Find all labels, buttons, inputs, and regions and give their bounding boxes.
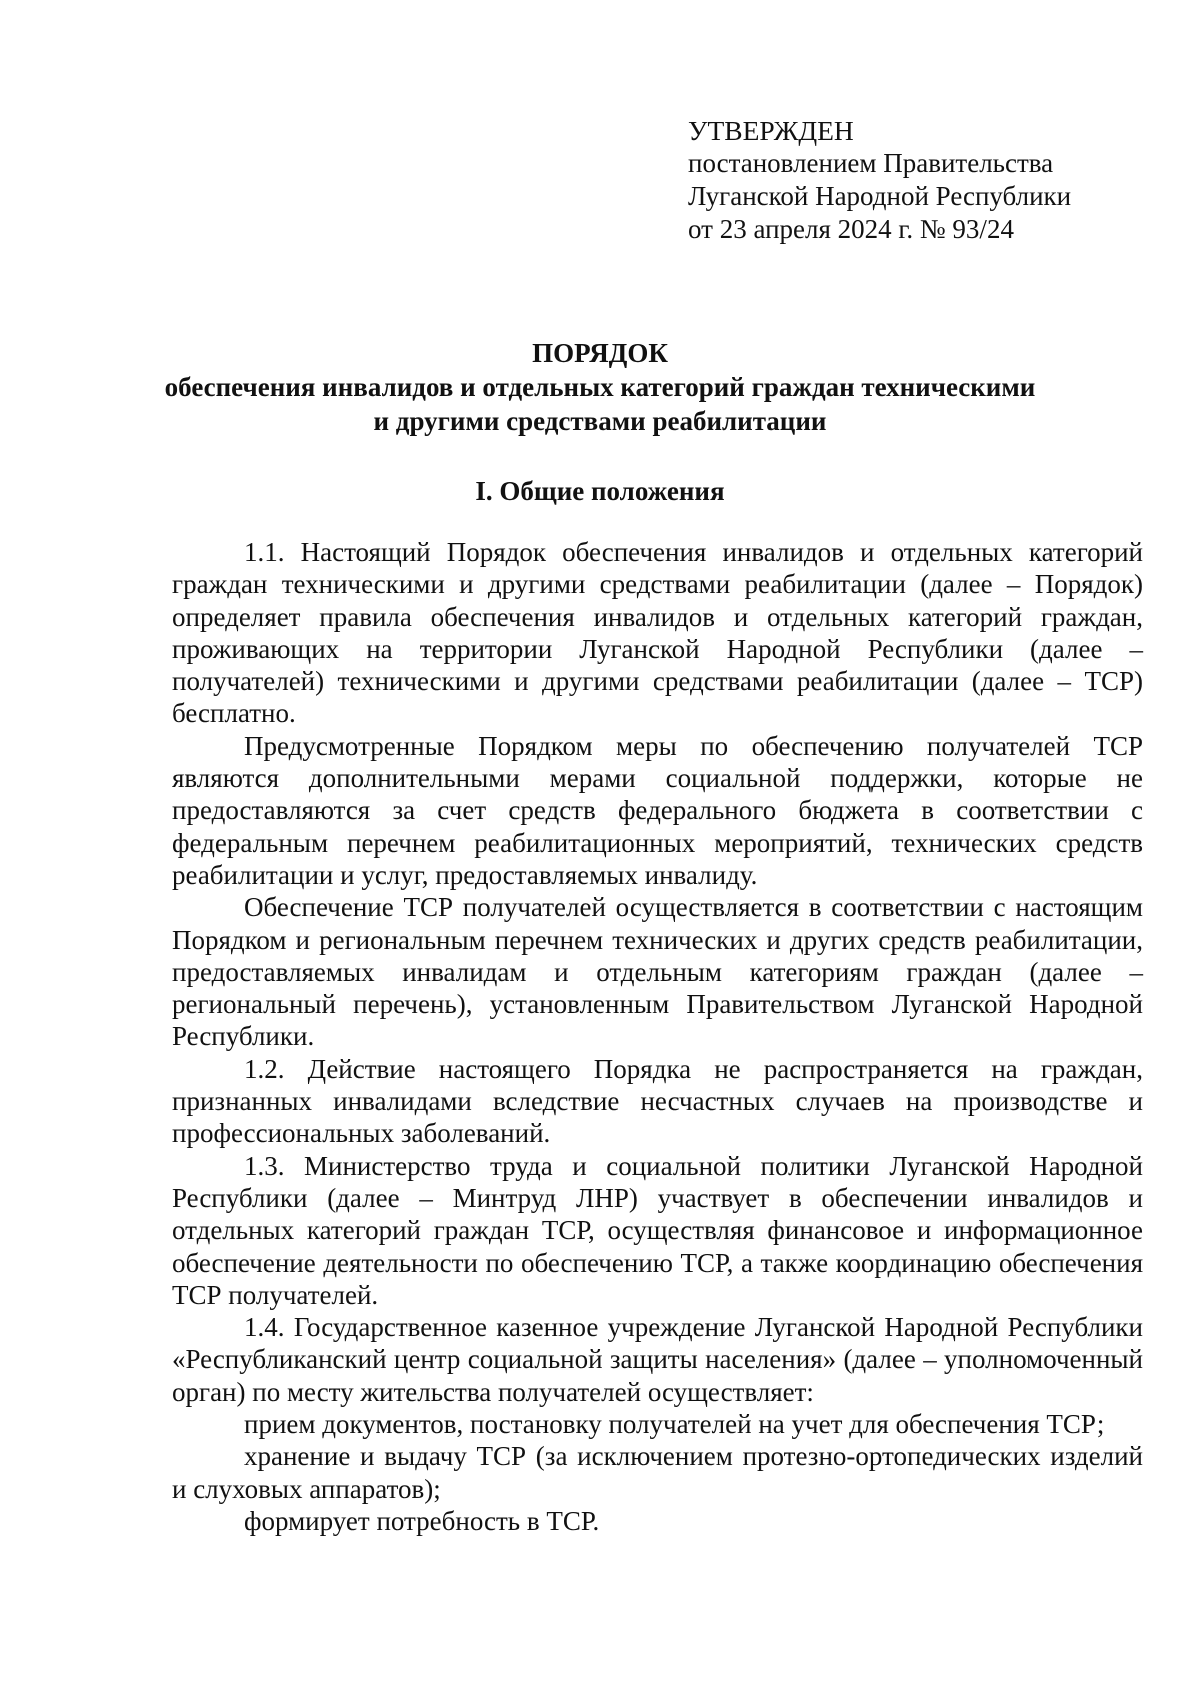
paragraph-1-3: 1.3. Министерство труда и социальной политики Луганской Народной Республики (далее – Минтруд ЛНР) участвует в обеспечении инвалидов и отдельных категорий граждан ТСР, осуществляя финансовое и информационное обеспечение деятельности по обеспечению ТСР, а также координацию обеспечения ТСР получателей. <box>172 1150 1143 1310</box>
document-subtitle-line-2: и другими средствами реабилитации <box>373 406 827 436</box>
approval-line-3: от 23 апреля 2024 г. № 93/24 <box>688 214 1014 244</box>
paragraph-1-2: 1.2. Действие настоящего Порядка не распространяется на граждан, признанных инвалидами вследствие несчастных случаев на производстве и профессиональных заболеваний. <box>172 1053 1143 1149</box>
paragraph-provision: Обеспечение ТСР получателей осуществляется в соответствии с настоящим Порядком и региональным перечнем технических и других средств реабилитации, предоставляемых инвалидам и отдельным категориям граждан (далее – региональный перечень), установленным Правительством Луганской Народной Республики. <box>172 892 1143 1052</box>
approval-line-2: Луганской Народной Республики <box>688 181 1072 211</box>
approval-line-1: постановлением Правительства <box>688 148 1054 178</box>
document-title-block <box>0 336 1200 438</box>
approval-heading: УТВЕРЖДЕН <box>688 115 854 146</box>
document-subtitle-line-1: обеспечения инвалидов и отдельных категорий граждан техническими <box>164 372 1036 402</box>
paragraph-list-item-2: хранение и выдачу ТСР (за исключением протезно-ортопедических изделий и слуховых аппаратов); <box>172 1441 1143 1504</box>
paragraph-measures: Предусмотренные Порядком меры по обеспечению получателей ТСР являются дополнительными мерами социальной поддержки, которые не предоставляются за счет средств федерального бюджета в соответствии с федеральным перечнем реабилитационных мероприятий, технических средств реабилитации и услуг, предоставляемых инвалиду. <box>172 730 1143 890</box>
section-heading: I. Общие положения <box>475 476 725 506</box>
document-body <box>172 536 1143 1537</box>
paragraph-list-item-1: прием документов, постановку получателей на учет для обеспечения ТСР; <box>244 1409 1105 1440</box>
paragraph-1-1: 1.1. Настоящий Порядок обеспечения инвалидов и отдельных категорий граждан техническими и другими средствами реабилитации (далее – Порядок) определяет правила обеспечения инвалидов и отдельных категорий граждан, проживающих на территории Луганской Народной Республики (далее – получателей) техническими и другими средствами реабилитации (далее – ТСР) бесплатно. <box>172 537 1143 729</box>
paragraph-list-item-3: формирует потребность в ТСР. <box>244 1505 600 1536</box>
paragraph-1-4: 1.4. Государственное казенное учреждение Луганской Народной Республики «Республиканский центр социальной защиты населения» (далее – уполномоченный орган) по месту жительства получателей осуществляет: <box>172 1312 1143 1407</box>
document-title: ПОРЯДОК <box>532 338 668 368</box>
approval-stamp-block <box>688 114 1071 246</box>
